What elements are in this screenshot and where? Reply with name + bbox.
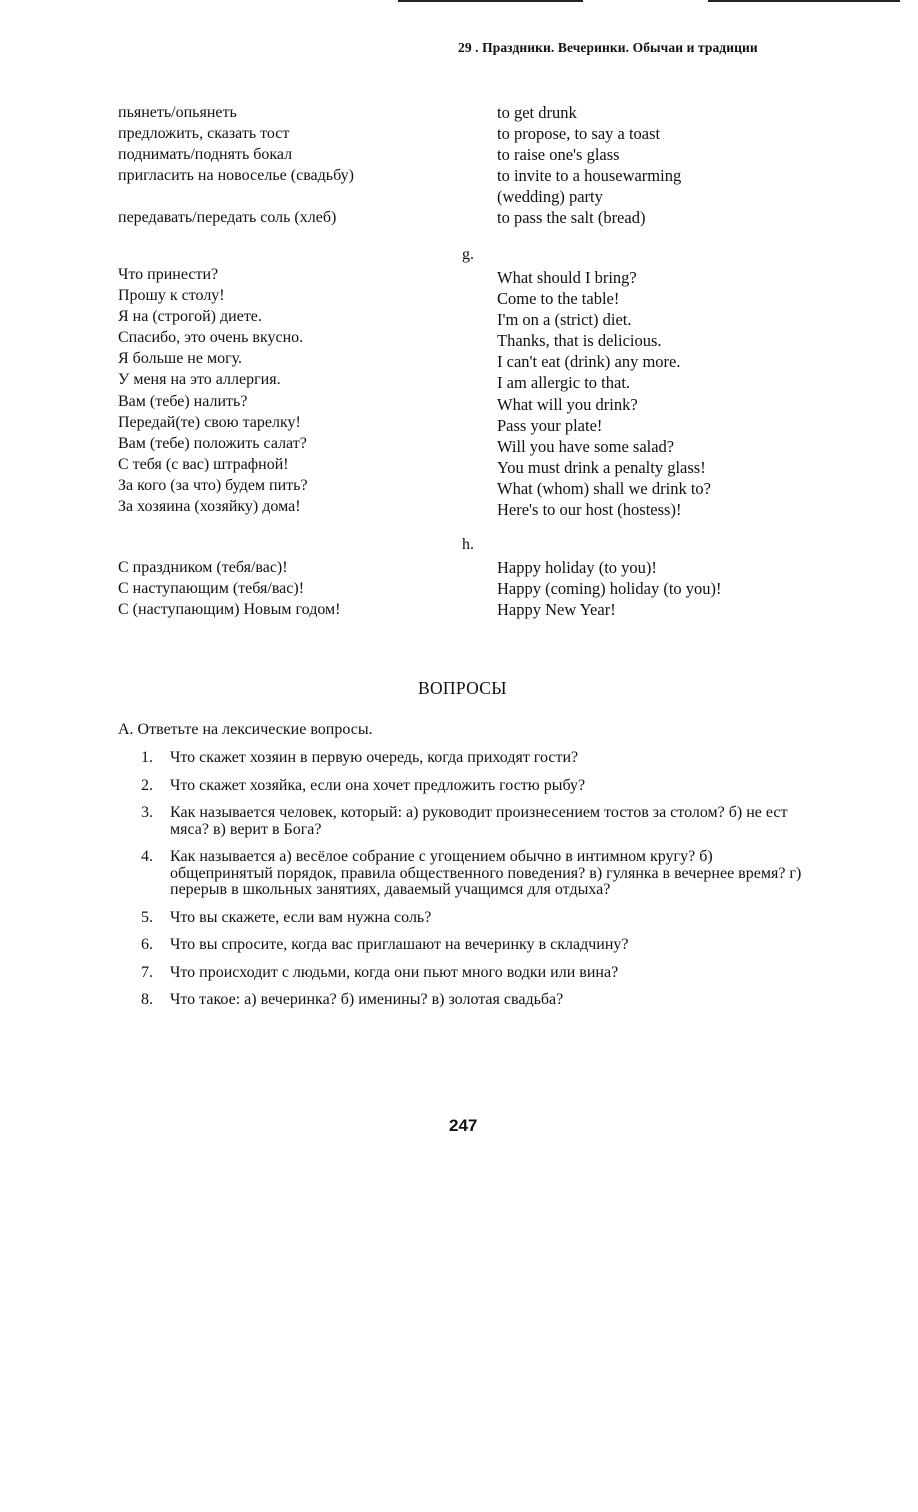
en-line: What should I bring? bbox=[497, 268, 637, 287]
block1-russian-column bbox=[118, 102, 458, 228]
ru-line: Что принести? bbox=[118, 266, 219, 283]
ru-line: Вам (тебе) налить? bbox=[118, 392, 248, 410]
block-g-russian-column bbox=[118, 264, 458, 517]
en-line: I'm on a (strict) diet. bbox=[497, 310, 632, 330]
running-header: 29 . Праздники. Вечеринки. Обычаи и традиции bbox=[458, 40, 758, 55]
en-line: Thanks, that is delicious. bbox=[497, 331, 662, 351]
ru-line: С праздником (тебя/вас)! bbox=[118, 559, 288, 576]
question-number: 6. bbox=[141, 936, 153, 953]
question-text: Как называется человек, который: а) руководит произнесением тостов за столом? б) не ест мяса? в) верит в Бога? bbox=[170, 804, 788, 838]
section-label-h: h. bbox=[462, 536, 474, 553]
ru-line: Я больше не могу. bbox=[118, 350, 243, 368]
top-rule-left bbox=[398, 0, 583, 2]
ru-line: Вам (тебе) положить салат? bbox=[118, 434, 307, 452]
question-number: 4. bbox=[141, 848, 153, 865]
ru-line: пьянеть/опьянеть bbox=[118, 104, 237, 121]
ru-line: передавать/передать соль (хлеб) bbox=[118, 209, 337, 227]
en-line: Happy New Year! bbox=[497, 600, 616, 620]
section-title: ВОПРОСЫ bbox=[418, 678, 507, 698]
en-line: Happy holiday (to you)! bbox=[497, 558, 657, 577]
en-line: (wedding) party bbox=[497, 187, 603, 207]
ru-line: предложить, сказать тост bbox=[118, 125, 290, 143]
en-line: You must drink a penalty glass! bbox=[497, 457, 706, 477]
ru-line: поднимать/поднять бокал bbox=[118, 146, 293, 164]
top-rule-right bbox=[708, 0, 900, 2]
question-item bbox=[141, 805, 811, 838]
en-line: to get drunk bbox=[497, 103, 577, 122]
en-line: Will you have some salad? bbox=[497, 436, 675, 456]
question-text: Что вы скажете, если вам нужна соль? bbox=[170, 908, 432, 926]
ru-line: У меня на это аллергия. bbox=[118, 371, 281, 389]
question-item bbox=[141, 910, 811, 927]
ru-line: За кого (за что) будем пить? bbox=[118, 476, 308, 494]
section-label-g: g. bbox=[462, 246, 474, 263]
en-line: What (whom) shall we drink to? bbox=[497, 478, 711, 498]
ru-line: С (наступающим) Новым годом! bbox=[118, 601, 341, 619]
question-text: Что скажет хозяйка, если она хочет предложить гостю рыбу? bbox=[170, 776, 586, 794]
ru-line: С тебя (с вас) штрафной! bbox=[118, 455, 289, 473]
block-h-russian-column bbox=[118, 557, 458, 620]
question-number: 7. bbox=[141, 963, 153, 981]
question-number: 2. bbox=[141, 776, 153, 794]
question-item bbox=[141, 992, 811, 1009]
ru-line: Прошу к столу! bbox=[118, 287, 225, 305]
en-line: to invite to a housewarming bbox=[497, 166, 682, 186]
question-item bbox=[141, 778, 811, 795]
ru-line: Спасибо, это очень вкусно. bbox=[118, 329, 304, 347]
ru-line: С наступающим (тебя/вас)! bbox=[118, 580, 305, 598]
question-number: 3. bbox=[141, 804, 153, 821]
en-line: Come to the table! bbox=[497, 289, 620, 309]
en-line: Pass your plate! bbox=[497, 415, 603, 435]
question-item bbox=[141, 937, 811, 954]
question-text: Как называется а) весёлое собрание с угощением обычно в интимном кругу? б) общепринятый порядок, правила общественного поведения? в) гулянка в вечернее время? г) перерыв в школьных занятиях, даваемый учащимся для отдыха? bbox=[170, 848, 802, 898]
en-line: What will you drink? bbox=[497, 394, 638, 414]
block-g-english-column bbox=[497, 267, 827, 520]
en-line: to pass the salt (bread) bbox=[497, 208, 646, 228]
question-text: Что скажет хозяин в первую очередь, когда приходят гости? bbox=[170, 749, 579, 766]
en-line: Here's to our host (hostess)! bbox=[497, 500, 682, 520]
question-text: Что такое: а) вечеринка? б) именины? в) золотая свадьба? bbox=[170, 991, 564, 1008]
ru-line: Передай(те) свою тарелку! bbox=[118, 413, 301, 431]
en-line: I am allergic to that. bbox=[497, 373, 631, 393]
question-item bbox=[141, 750, 811, 767]
question-number: 1. bbox=[141, 749, 153, 766]
en-line: I can't eat (drink) any more. bbox=[497, 352, 681, 372]
ru-line: пригласить на новоселье (свадьбу) bbox=[118, 167, 354, 185]
block-h-english-column bbox=[497, 557, 827, 620]
exercise-instruction: А. Ответьте на лексические вопросы. bbox=[118, 721, 373, 738]
question-number: 5. bbox=[141, 908, 153, 926]
ru-line: Я на (строгой) диете. bbox=[118, 308, 262, 326]
question-number: 8. bbox=[141, 991, 153, 1008]
ru-line: За хозяина (хозяйку) дома! bbox=[118, 498, 301, 516]
question-list bbox=[141, 750, 811, 1020]
ru-line-empty bbox=[118, 186, 458, 207]
question-item bbox=[141, 849, 811, 899]
page-number: 247 bbox=[449, 1116, 478, 1135]
en-line: to propose, to say a toast bbox=[497, 124, 661, 144]
en-line: to raise one's glass bbox=[497, 145, 620, 165]
question-text: Что происходит с людьми, когда они пьют много водки или вина? bbox=[170, 963, 619, 981]
question-text: Что вы спросите, когда вас приглашают на вечеринку в складчину? bbox=[170, 936, 629, 953]
question-item bbox=[141, 965, 811, 982]
en-line: Happy (coming) holiday (to you)! bbox=[497, 579, 722, 599]
block1-english-column bbox=[497, 102, 827, 229]
